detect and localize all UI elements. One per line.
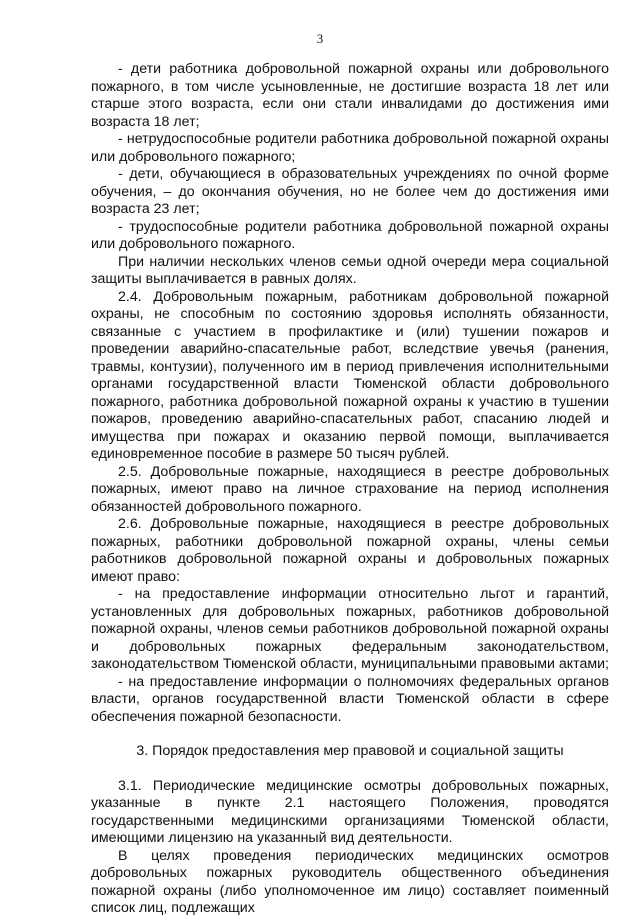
page-number: 3 bbox=[316, 31, 324, 46]
paragraph: 2.6. Добровольные пожарные, находящиеся в реестре добровольных пожарных, работники добровольной пожарной охраны, члены семьи работников добровольной пожарной охраны и добровольных пожарных имеют право: bbox=[91, 516, 609, 585]
paragraph: - дети работника добровольной пожарной охраны или добровольного пожарного, в том числе усыновленные, не достигшие возраста 18 лет или старше этого возраста, если они стали инвалидами до достижения ими возраста 18 лет; bbox=[91, 61, 609, 130]
paragraph: - трудоспособные родители работника добровольной пожарной охраны или добровольного пожарного. bbox=[91, 218, 609, 252]
paragraph: 2.5. Добровольные пожарные, находящиеся в реестре добровольных пожарных, имеют право на личное страхование на период исполнения обязанностей добровольного пожарного. bbox=[91, 463, 609, 515]
paragraph: 3.1. Периодические медицинские осмотры добровольных пожарных, указанные в пункте 2.1 настоящего Положения, проводятся государственными медицинскими организациями Тюменской области, имеющими лицензию на указанный вид деятельности. bbox=[91, 777, 609, 846]
paragraph: 2.4. Добровольным пожарным, работникам добровольной пожарной охраны, не способным по состоянию здоровья исполнять обязанности, связанные с участием в профилактике и (или) тушении пожаров и проведении аварийно-спасательные работ, вследствие увечья (ранения, травмы, контузии), полученного им в период привлечения исполнительными органами государственной власти Тюменской области добровольного пожарного, работника добровольной пожарной охраны к участию в тушении пожаров, проведению аварийно-спасательных работ, спасанию людей и имущества при пожарах и оказанию первой помощи, выплачивается единовременное пособие в размере 50 тысяч рублей. bbox=[91, 288, 609, 462]
document-body bbox=[91, 61, 609, 918]
spacer bbox=[91, 761, 609, 778]
paragraph: В целях проведения периодических медицинских осмотров добровольных пожарных руководитель общественного объединения пожарной охраны (либо уполномоченное им лицо) составляет поименный список лиц, подлежащих bbox=[91, 847, 609, 916]
paragraph: При наличии нескольких членов семьи одной очереди мера социальной защиты выплачивается в равных долях. bbox=[91, 253, 609, 287]
spacer bbox=[91, 726, 609, 743]
paragraph: - дети, обучающиеся в образовательных учреждениях по очной форме обучения, – до окончания обучения, но не более чем до достижения ими возраста 23 лет; bbox=[91, 166, 609, 217]
paragraph: - на предоставление информации относительно льгот и гарантий, установленных для добровольных пожарных, работников добровольной пожарной охраны, членов семьи работников добровольной пожарной охраны и добровольных пожарных федеральным законодательством, законодательством Тюменской области, муниципальными правовыми актами; bbox=[91, 586, 609, 672]
paragraph: - нетрудоспособные родители работника добровольной пожарной охраны или добровольного пожарного; bbox=[91, 131, 609, 165]
paragraph: - на предоставление информации о полномочиях федеральных органов власти, органов государственной власти Тюменской области в сфере обеспечения пожарной безопасности. bbox=[91, 673, 609, 725]
section-heading: 3. Порядок предоставления мер правовой и социальной защиты bbox=[136, 743, 564, 759]
